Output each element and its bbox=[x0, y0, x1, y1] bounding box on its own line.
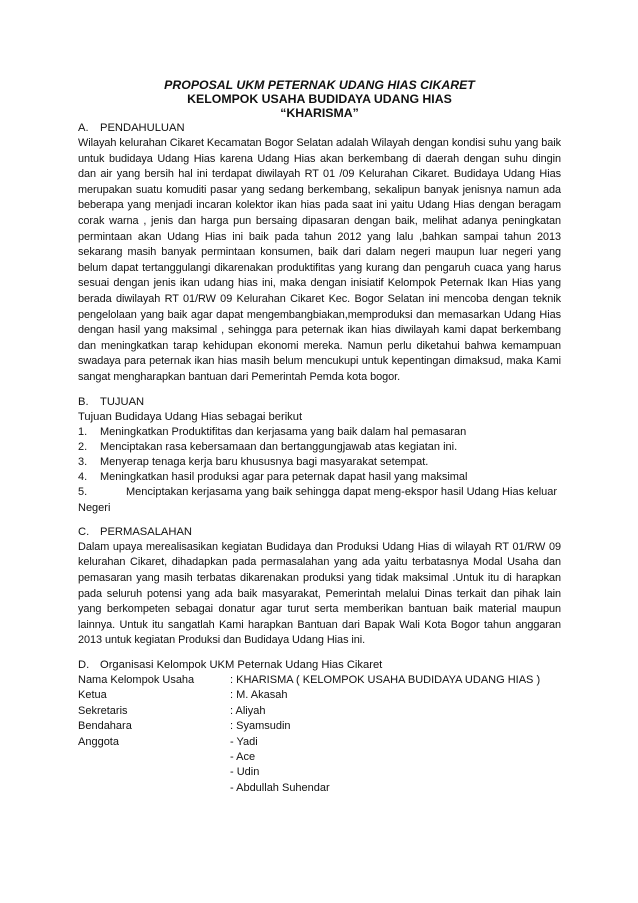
section-b-title: TUJUAN bbox=[100, 395, 145, 408]
members-label: Anggota bbox=[78, 735, 119, 748]
section-d-title: Organisasi Kelompok UKM Peternak Udang Hias Cikaret bbox=[100, 658, 383, 671]
section-a-title: PENDAHULUAN bbox=[100, 122, 185, 134]
list-item: 2. Menciptakan rasa kebersamaan dan bertanggungjawab atas kegiatan ini. bbox=[78, 440, 458, 453]
document-subtitle: KELOMPOK USAHA BUDIDAYA UDANG HIAS bbox=[187, 92, 452, 106]
section-c-heading bbox=[78, 525, 561, 540]
list-item: - Ace bbox=[230, 750, 256, 763]
table-row: Bendahara : Syamsudin bbox=[78, 720, 291, 733]
section-c-paragraph: Dalam upaya merealisasikan kegiatan Budidaya dan Produksi Udang Hias di wilayah RT 01/RW 09 kelurahan Cikaret, dihadapkan pada permasalahan yang ada yaitu terbatasnya Modal Usaha dan pemasaran yang masih terbatas dikarenakan produksi yang tidak maksimal .Untuk itu di harapkan pada seluruh potensi yang ada baik masyarakat, Pemerintah melalui Dinas terkait dan pihak lain yang berkompeten sebagai donatur agar turut serta memberikan bantuan baik material maupun lainnya. Untuk itu sangatlah Kami harapkan Bantuan dari Bapak Wali Kota Bogor tahun anggaran 2013 untuk kegiatan Produksi dan Budidaya Udang Hias ini. bbox=[78, 540, 561, 647]
section-a-letter: A. bbox=[78, 122, 89, 134]
section-b-heading bbox=[78, 395, 561, 410]
section-c-letter: C. bbox=[78, 525, 90, 538]
section-c-title: PERMASALAHAN bbox=[100, 525, 193, 538]
table-row: Nama Kelompok Usaha : KHARISMA ( KELOMPOK USAHA BUDIDAYA UDANG HIAS ) bbox=[78, 673, 541, 686]
list-item: 5. Menciptakan kerjasama yang baik sehingga dapat meng-ekspor hasil Udang Hias keluar bbox=[78, 486, 558, 499]
section-d-heading bbox=[78, 658, 561, 673]
section-a-paragraph: Wilayah kelurahan Cikaret Kecamatan Bogor Selatan adalah Wilayah dengan kondisi suhu yang baik untuk budidaya Udang Hias karena Udang Hias akan berkembang di daerah dengan suhu dingin dan air yang bersih hal ini terdapat diwilayah RT 01 /09 Kelurahan Cikaret. Budidaya Udang Hias merupakan suatu komuditi pasar yang sedang berkembang, sekalipun banyak jenisnya namun ada beberapa yang menjadi incaran kolektor ikan hias pada saat ini yaitu Udang Hias dengan beragam corak warna , jenis dan harga pun bersaing dipasaran dengan baik, melihat adanya peningkatan permintaan akan Udang Hias ini baik pada tahun 2012 yang lalu ,bahkan sampai tahun 2013 sekarang masih banyak permintaan konsumen, baik dari dalam negeri maupun luar negeri yang belum dapat tertanggulangi dikarenakan produktifitas yang kurang dan pengaruh cuaca yang harus sesuai dengan jenis ikan udang hias ini, maka dengan inisiatif Kelompok Peternak Ikan Hias yang berada diwilayah RT 01/RW 09 Kelurahan Cikaret Kec. Bogor Selatan ini mencoba dengan teknik pengelolaan yang baik agar dapat mengembangbiakan,memproduksi dan memasarkan Udang Hias dengan hasil yang maksimal , sehingga para peternak ikan hias diwilayah kami dapat berkembang dan meningkatkan tarap kehidupan ekonomi mereka. Namun perlu diketahui bahwa kemampuan swadaya para peternak ikan hias masih belum mencukupi untuk kepentingan dimaksud, maka Kami sangat mengharapkan bantuan dari Pemerintah Pemda kota bogor. bbox=[78, 137, 561, 383]
list-item: 1. Meningkatkan Produktifitas dan kerjasama yang baik dalam hal pemasaran bbox=[78, 425, 467, 438]
section-b-letter: B. bbox=[78, 395, 89, 408]
list-item: 4. Meningkatkan hasil produksi agar para peternak dapat hasil yang maksimal bbox=[78, 471, 468, 484]
table-row: Ketua : M. Akasah bbox=[78, 689, 288, 702]
group-name-title: “KHARISMA” bbox=[280, 106, 359, 120]
section-b-intro: Tujuan Budidaya Udang Hias sebagai berikut bbox=[78, 410, 303, 423]
document-page bbox=[78, 78, 561, 796]
members-row bbox=[78, 735, 561, 797]
section-d-letter: D. bbox=[78, 658, 90, 671]
list-item: - Udin bbox=[230, 766, 260, 779]
list-item: - Abdullah Suhendar bbox=[230, 781, 330, 794]
table-row: Sekretaris : Aliyah bbox=[78, 704, 266, 717]
list-item: - Yadi bbox=[230, 735, 258, 748]
list-item-continuation: Negeri bbox=[78, 501, 111, 514]
members-list bbox=[230, 735, 561, 797]
section-a-heading bbox=[78, 121, 561, 136]
list-item: 3. Menyerap tenaga kerja baru khususnya bagi masyarakat setempat. bbox=[78, 455, 429, 468]
document-title: PROPOSAL UKM PETERNAK UDANG HIAS CIKARET bbox=[164, 78, 475, 92]
organization-table bbox=[78, 673, 561, 796]
goals-list bbox=[78, 425, 561, 516]
